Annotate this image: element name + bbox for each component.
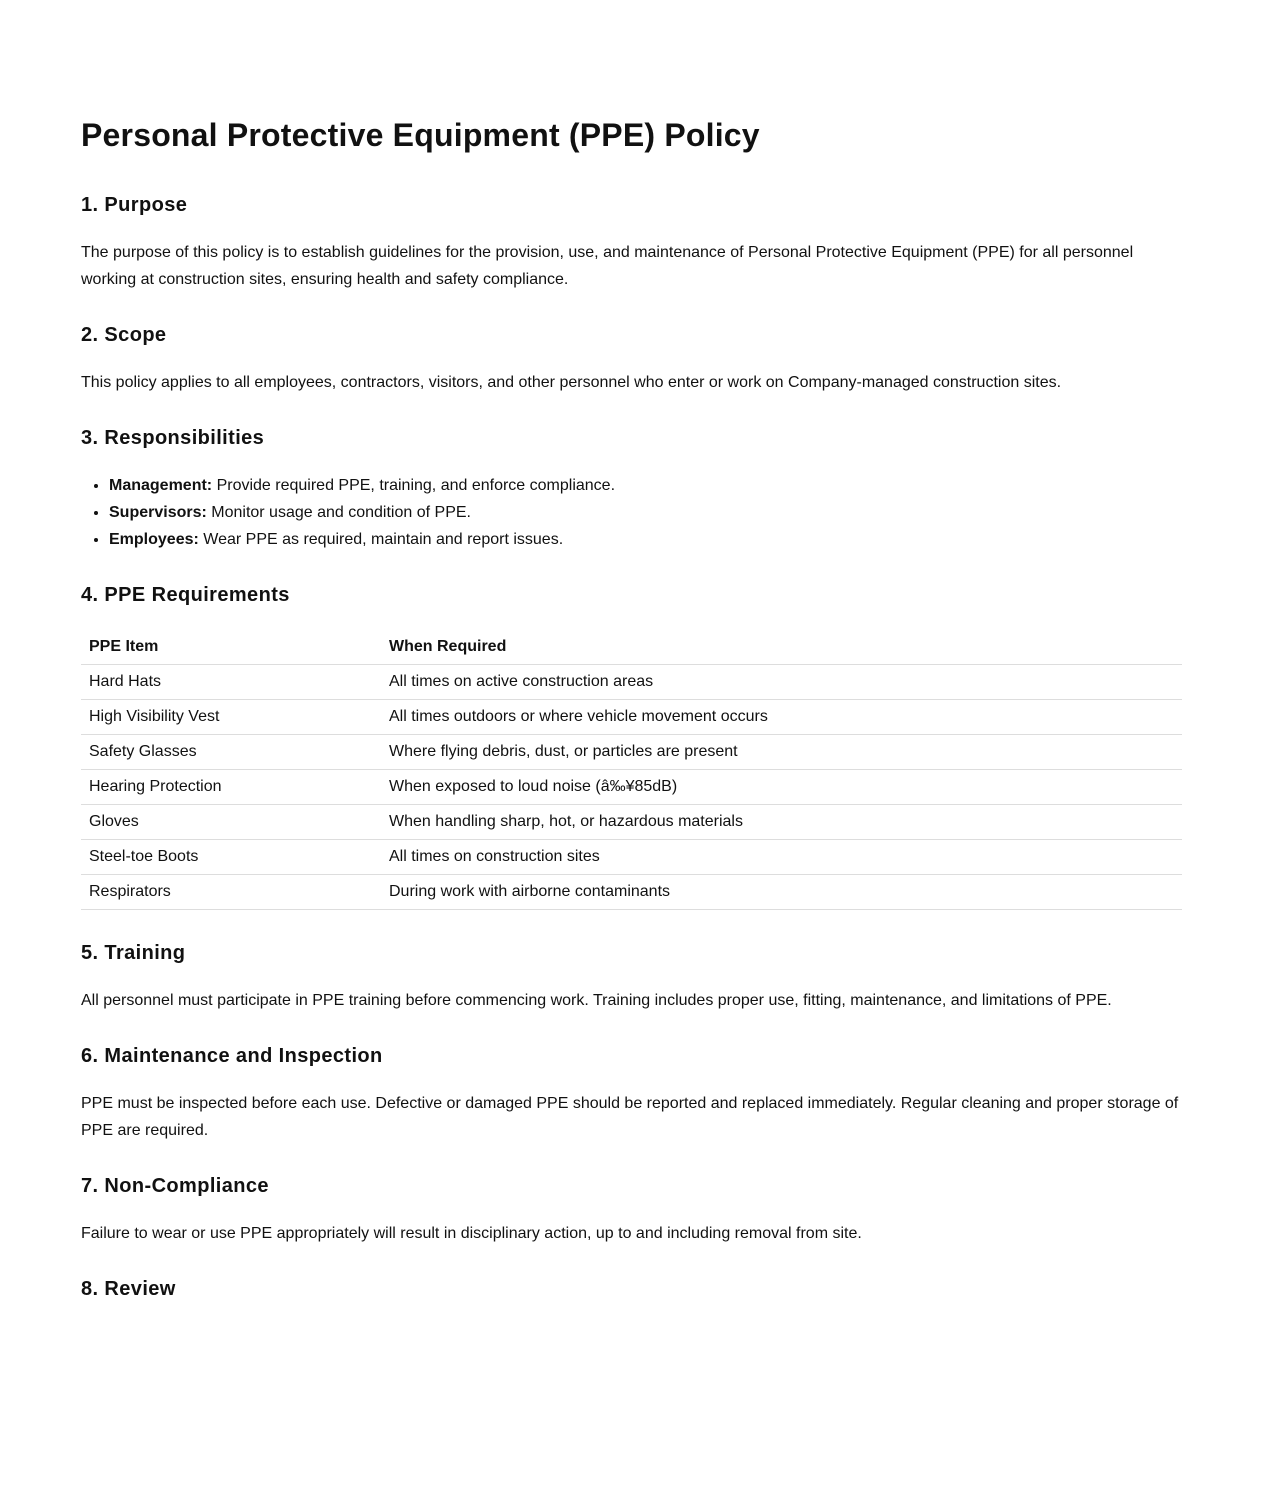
section-heading-maintenance: 6. Maintenance and Inspection xyxy=(81,1045,383,1067)
ppe-item-cell: Gloves xyxy=(81,805,381,840)
non-compliance-text: Failure to wear or use PPE appropriately will result in disciplinary action, up to and including removal from site. xyxy=(81,1225,862,1242)
column-header-ppe-item: PPE Item xyxy=(81,630,381,665)
section-heading-training: 5. Training xyxy=(81,942,186,964)
role-label: Management: xyxy=(109,477,213,494)
table-row xyxy=(81,700,1182,735)
table-row xyxy=(81,840,1182,875)
ppe-item-cell: Hearing Protection xyxy=(81,770,381,805)
when-required-cell: All times on active construction areas xyxy=(381,665,1182,700)
section-heading-responsibilities: 3. Responsibilities xyxy=(81,427,265,449)
table-row xyxy=(81,735,1182,770)
page-title: Personal Protective Equipment (PPE) Policy xyxy=(81,117,760,153)
training-text: All personnel must participate in PPE training before commencing work. Training includes proper use, fitting, maintenance, and limitations of PPE. xyxy=(81,992,1112,1009)
role-description: Monitor usage and condition of PPE. xyxy=(206,504,471,521)
ppe-item-cell: Hard Hats xyxy=(81,665,381,700)
ppe-item-cell: Safety Glasses xyxy=(81,735,381,770)
when-required-cell: All times outdoors or where vehicle movement occurs xyxy=(381,700,1182,735)
section-heading-non-compliance: 7. Non-Compliance xyxy=(81,1175,269,1197)
table-row xyxy=(81,805,1182,840)
list-item xyxy=(109,472,1182,499)
list-item xyxy=(109,526,1182,553)
role-description: Wear PPE as required, maintain and report issues. xyxy=(198,531,564,548)
purpose-text: The purpose of this policy is to establish guidelines for the provision, use, and maintenance of Personal Protective Equipment (PPE) for all personnel working at construction sites, ensuring health and safety compliance. xyxy=(81,244,1134,288)
responsibilities-list xyxy=(81,472,1182,553)
when-required-cell: During work with airborne contaminants xyxy=(381,875,1182,910)
table-header-row xyxy=(81,630,1182,665)
list-item xyxy=(109,499,1182,526)
section-heading-requirements: 4. PPE Requirements xyxy=(81,584,290,606)
role-label: Employees: xyxy=(109,531,199,548)
table-row xyxy=(81,770,1182,805)
scope-text: This policy applies to all employees, contractors, visitors, and other personnel who enter or work on Company-managed construction sites. xyxy=(81,374,1062,391)
section-heading-scope: 2. Scope xyxy=(81,324,167,346)
section-heading-purpose: 1. Purpose xyxy=(81,194,188,216)
when-required-cell: All times on construction sites xyxy=(381,840,1182,875)
section-heading-review: 8. Review xyxy=(81,1278,176,1300)
role-label: Supervisors: xyxy=(109,504,207,521)
ppe-requirements-table xyxy=(81,630,1182,910)
column-header-when-required: When Required xyxy=(381,630,1182,665)
table-row xyxy=(81,665,1182,700)
when-required-cell: When handling sharp, hot, or hazardous materials xyxy=(381,805,1182,840)
ppe-item-cell: Steel-toe Boots xyxy=(81,840,381,875)
maintenance-text: PPE must be inspected before each use. Defective or damaged PPE should be reported and replaced immediately. Regular cleaning and proper storage of PPE are required. xyxy=(81,1095,1179,1139)
ppe-item-cell: High Visibility Vest xyxy=(81,700,381,735)
table-row xyxy=(81,875,1182,910)
when-required-cell: When exposed to loud noise (â‰¥85dB) xyxy=(381,770,1182,805)
ppe-item-cell: Respirators xyxy=(81,875,381,910)
when-required-cell: Where flying debris, dust, or particles are present xyxy=(381,735,1182,770)
role-description: Provide required PPE, training, and enforce compliance. xyxy=(212,477,616,494)
